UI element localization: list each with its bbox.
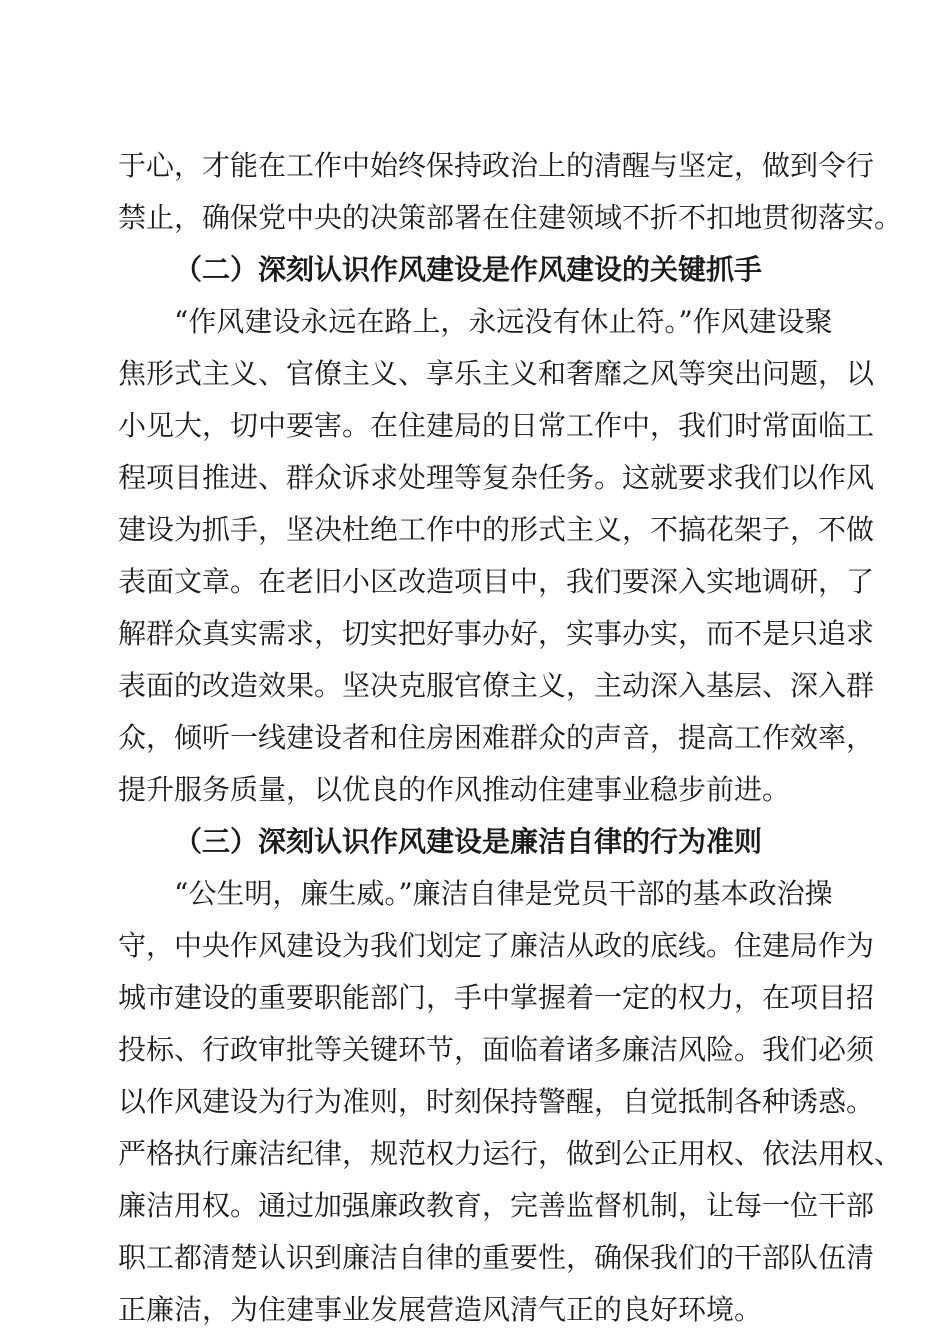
text-line: 解群众真实需求，切实把好事办好，实事办实，而不是只追求 [118, 617, 875, 650]
text-line: 焦形式主义、官僚主义、享乐主义和奢靡之风等突出问题，以 [118, 357, 875, 390]
text-line: 程项目推进、群众诉求处理等复杂任务。这就要求我们以作风 [118, 461, 875, 494]
text-line: 小见大，切中要害。在住建局的日常工作中，我们时常面临工 [118, 409, 875, 442]
text-line: 建设为抓手，坚决杜绝工作中的形式主义，不搞花架子，不做 [118, 513, 875, 546]
paragraph-intro [118, 140, 903, 244]
text-line: 职工都清楚认识到廉洁自律的重要性，确保我们的干部队伍清 [118, 1241, 875, 1274]
section-2 [118, 244, 875, 816]
section-heading: （二）深刻认识作风建设是作风建设的关键抓手 [174, 253, 763, 286]
section-3 [118, 816, 903, 1336]
document-page [118, 140, 903, 1336]
text-line: 表面的改造效果。坚决克服官僚主义，主动深入基层、深入群 [118, 669, 875, 702]
text-line: 提升服务质量，以优良的作风推动住建事业稳步前进。 [118, 773, 791, 806]
text-line: “作风建设永远在路上，永远没有休止符。”作风建设聚 [174, 305, 833, 338]
text-line: “公生明，廉生威。”廉洁自律是党员干部的基本政治操 [174, 877, 833, 910]
text-line: 严格执行廉洁纪律，规范权力运行，做到公正用权、依法用权、 [118, 1137, 903, 1170]
text-line: 于心，才能在工作中始终保持政治上的清醒与坚定，做到令行 [118, 149, 875, 182]
text-line: 禁止，确保党中央的决策部署在住建领域不折不扣地贯彻落实。 [118, 201, 903, 234]
section-heading: （三）深刻认识作风建设是廉洁自律的行为准则 [174, 825, 763, 858]
text-line: 以作风建设为行为准则，时刻保持警醒，自觉抵制各种诱惑。 [118, 1085, 875, 1118]
text-line: 表面文章。在老旧小区改造项目中，我们要深入实地调研，了 [118, 565, 875, 598]
text-line: 众，倾听一线建设者和住房困难群众的声音，提高工作效率， [118, 721, 875, 754]
text-line: 廉洁用权。通过加强廉政教育，完善监督机制，让每一位干部 [118, 1189, 875, 1222]
text-line: 正廉洁，为住建事业发展营造风清气正的良好环境。 [118, 1293, 763, 1326]
text-line: 城市建设的重要职能部门，手中掌握着一定的权力，在项目招 [118, 981, 875, 1014]
text-line: 守，中央作风建设为我们划定了廉洁从政的底线。住建局作为 [118, 929, 875, 962]
text-line: 投标、行政审批等关键环节，面临着诸多廉洁风险。我们必须 [118, 1033, 875, 1066]
